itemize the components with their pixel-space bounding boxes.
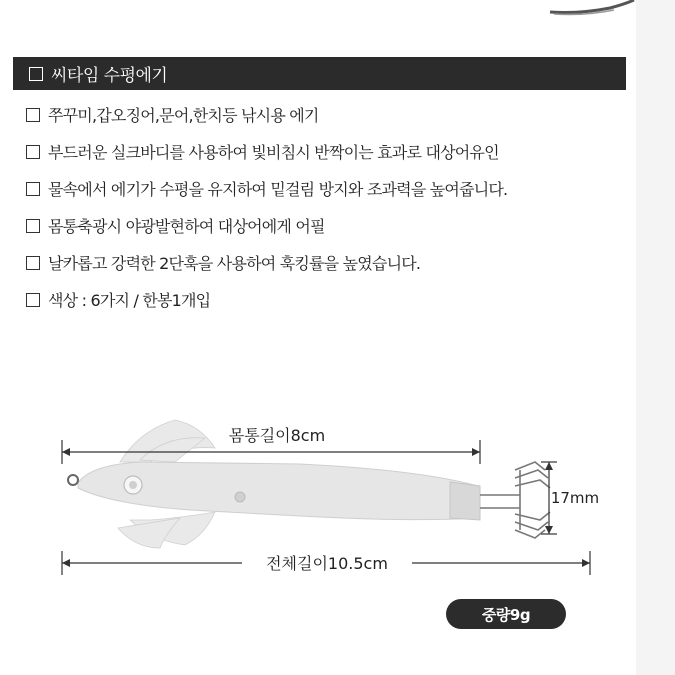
total-length-label: 전체길이10.5cm [266, 554, 388, 573]
weight-badge: 중량9g [446, 599, 566, 629]
lure-eyelet [68, 475, 78, 485]
hook-width-label: 17mm [550, 489, 600, 507]
lure-eye-pupil [129, 481, 137, 489]
body-length-arrow-right [472, 448, 480, 456]
body-length-label: 몸통길이8cm [228, 426, 326, 445]
body-length-arrow-left [62, 448, 70, 456]
feature-text: 쭈꾸미,갑오징어,문어,한치등 낚시용 에기 [48, 106, 319, 125]
feature-text: 부드러운 실크바디를 사용하여 빛비침시 반짝이는 효과로 대상어유인 [48, 143, 499, 162]
feature-text: 날카롭고 강력한 2단훅을 사용하여 훅킹률을 높였습니다. [48, 254, 421, 273]
hook-width-arrow-bottom [545, 526, 553, 534]
feature-text: 물속에서 에기가 수평을 유지하여 밑걸림 방지와 조과력을 높여줍니다. [48, 180, 508, 199]
lure-tail-cap [450, 482, 480, 520]
hook-width-arrow-top [545, 462, 553, 470]
lure-bead [235, 492, 245, 502]
total-length-arrow-right [582, 559, 590, 567]
total-length-arrow-left [62, 559, 70, 567]
feature-text: 몸통축광시 야광발현하여 대상어에게 어필 [48, 217, 325, 236]
hook-cluster [480, 462, 550, 538]
product-title: 씨타임 수평에기 [51, 66, 168, 86]
feature-text: 색상 : 6가지 / 한봉1개입 [48, 291, 211, 310]
